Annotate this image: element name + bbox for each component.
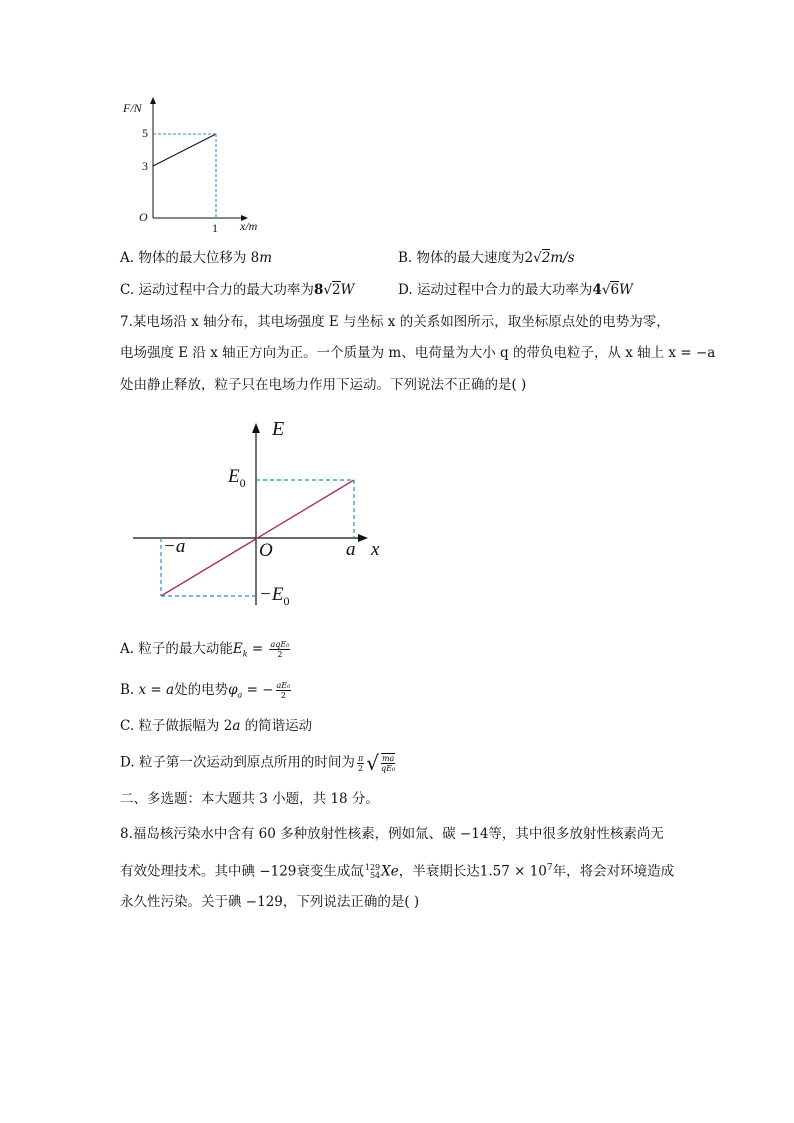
graph1-tick-1: 1 (212, 221, 218, 235)
q6-option-d: D. 运动过程中合力的最大功率为4√6W (398, 282, 633, 298)
graph1-tick-3: 3 (142, 159, 148, 173)
q8-line-1: 8.福岛核污染水中含有 60 多种放射性核素，例如氚、碳 −14等，其中很多放射性核素尚无 (120, 826, 664, 842)
q7-line-3: 处由静止释放，粒子只在电场力作用下运动。下列说法不正确的是( ) (120, 377, 527, 393)
section-2-title: 二、多选题：本大题共 3 小题，共 18 分。 (120, 791, 379, 807)
graph1-y-label: F/N (123, 101, 142, 115)
graph1-x-label: x/m (240, 219, 258, 233)
q7-line-1: 7.某电场沿 x 轴分布，其电场强度 E 与坐标 x 的关系如图所示，取坐标原点处的电势为零， (120, 314, 670, 330)
graph2-neg-a-label: −a (163, 536, 186, 557)
q6-option-b: B. 物体的最大速度为2√2m/s (398, 250, 575, 266)
graph2-x-label: x (371, 539, 380, 560)
q6-option-a: A. 物体的最大位移为 8m (120, 250, 273, 266)
graph2-y-label: E (272, 418, 285, 440)
graph2-e0-label: $E_0$ (228, 466, 246, 490)
graph1-tick-5: 5 (142, 126, 148, 140)
graph2-neg-e0-label: $-E_0$ (259, 584, 290, 608)
q7-option-d: D. 粒子第一次运动到原点所用的时间为 $\frac{\pi}{2}$ √ $\frac{ma}{\text{qE₀}}$ (120, 751, 396, 775)
graph2-x-arrow (358, 534, 368, 542)
graph1-origin: O (139, 210, 148, 224)
q8-line-2: 有效处理技术。其中碘 −129衰变生成氙 129 54 Xe，半衰期长达$1.57 \times 10^7$年，将会对环境造成 (120, 863, 675, 880)
q8-line-3: 永久性污染。关于碘 −129，下列说法正确的是( ) (120, 894, 420, 910)
q7-option-a: A. 粒子的最大动能$E_k$ = $\frac{\text{aqE₀}}{2}$ (120, 640, 290, 659)
graph2-a-label: a (346, 539, 356, 560)
q7-option-b: B. x = a处的电势$\varphi_a$ = − $\frac{\text{aE₀}}{2}$ (120, 681, 291, 700)
graph2-origin: O (259, 540, 273, 561)
q7-option-c: C. 粒子做振幅为 2a 的简谐运动 (120, 718, 313, 734)
q7-line-2: 电场强度 E 沿 x 轴正方向为正。一个质量为 m、电荷量为大小 q 的带负电粒子，从 x 轴上 x = −a (120, 345, 716, 361)
q6-option-c: C. 运动过程中合力的最大功率为8√2W (120, 282, 355, 298)
graph2-y-arrow (252, 423, 260, 433)
